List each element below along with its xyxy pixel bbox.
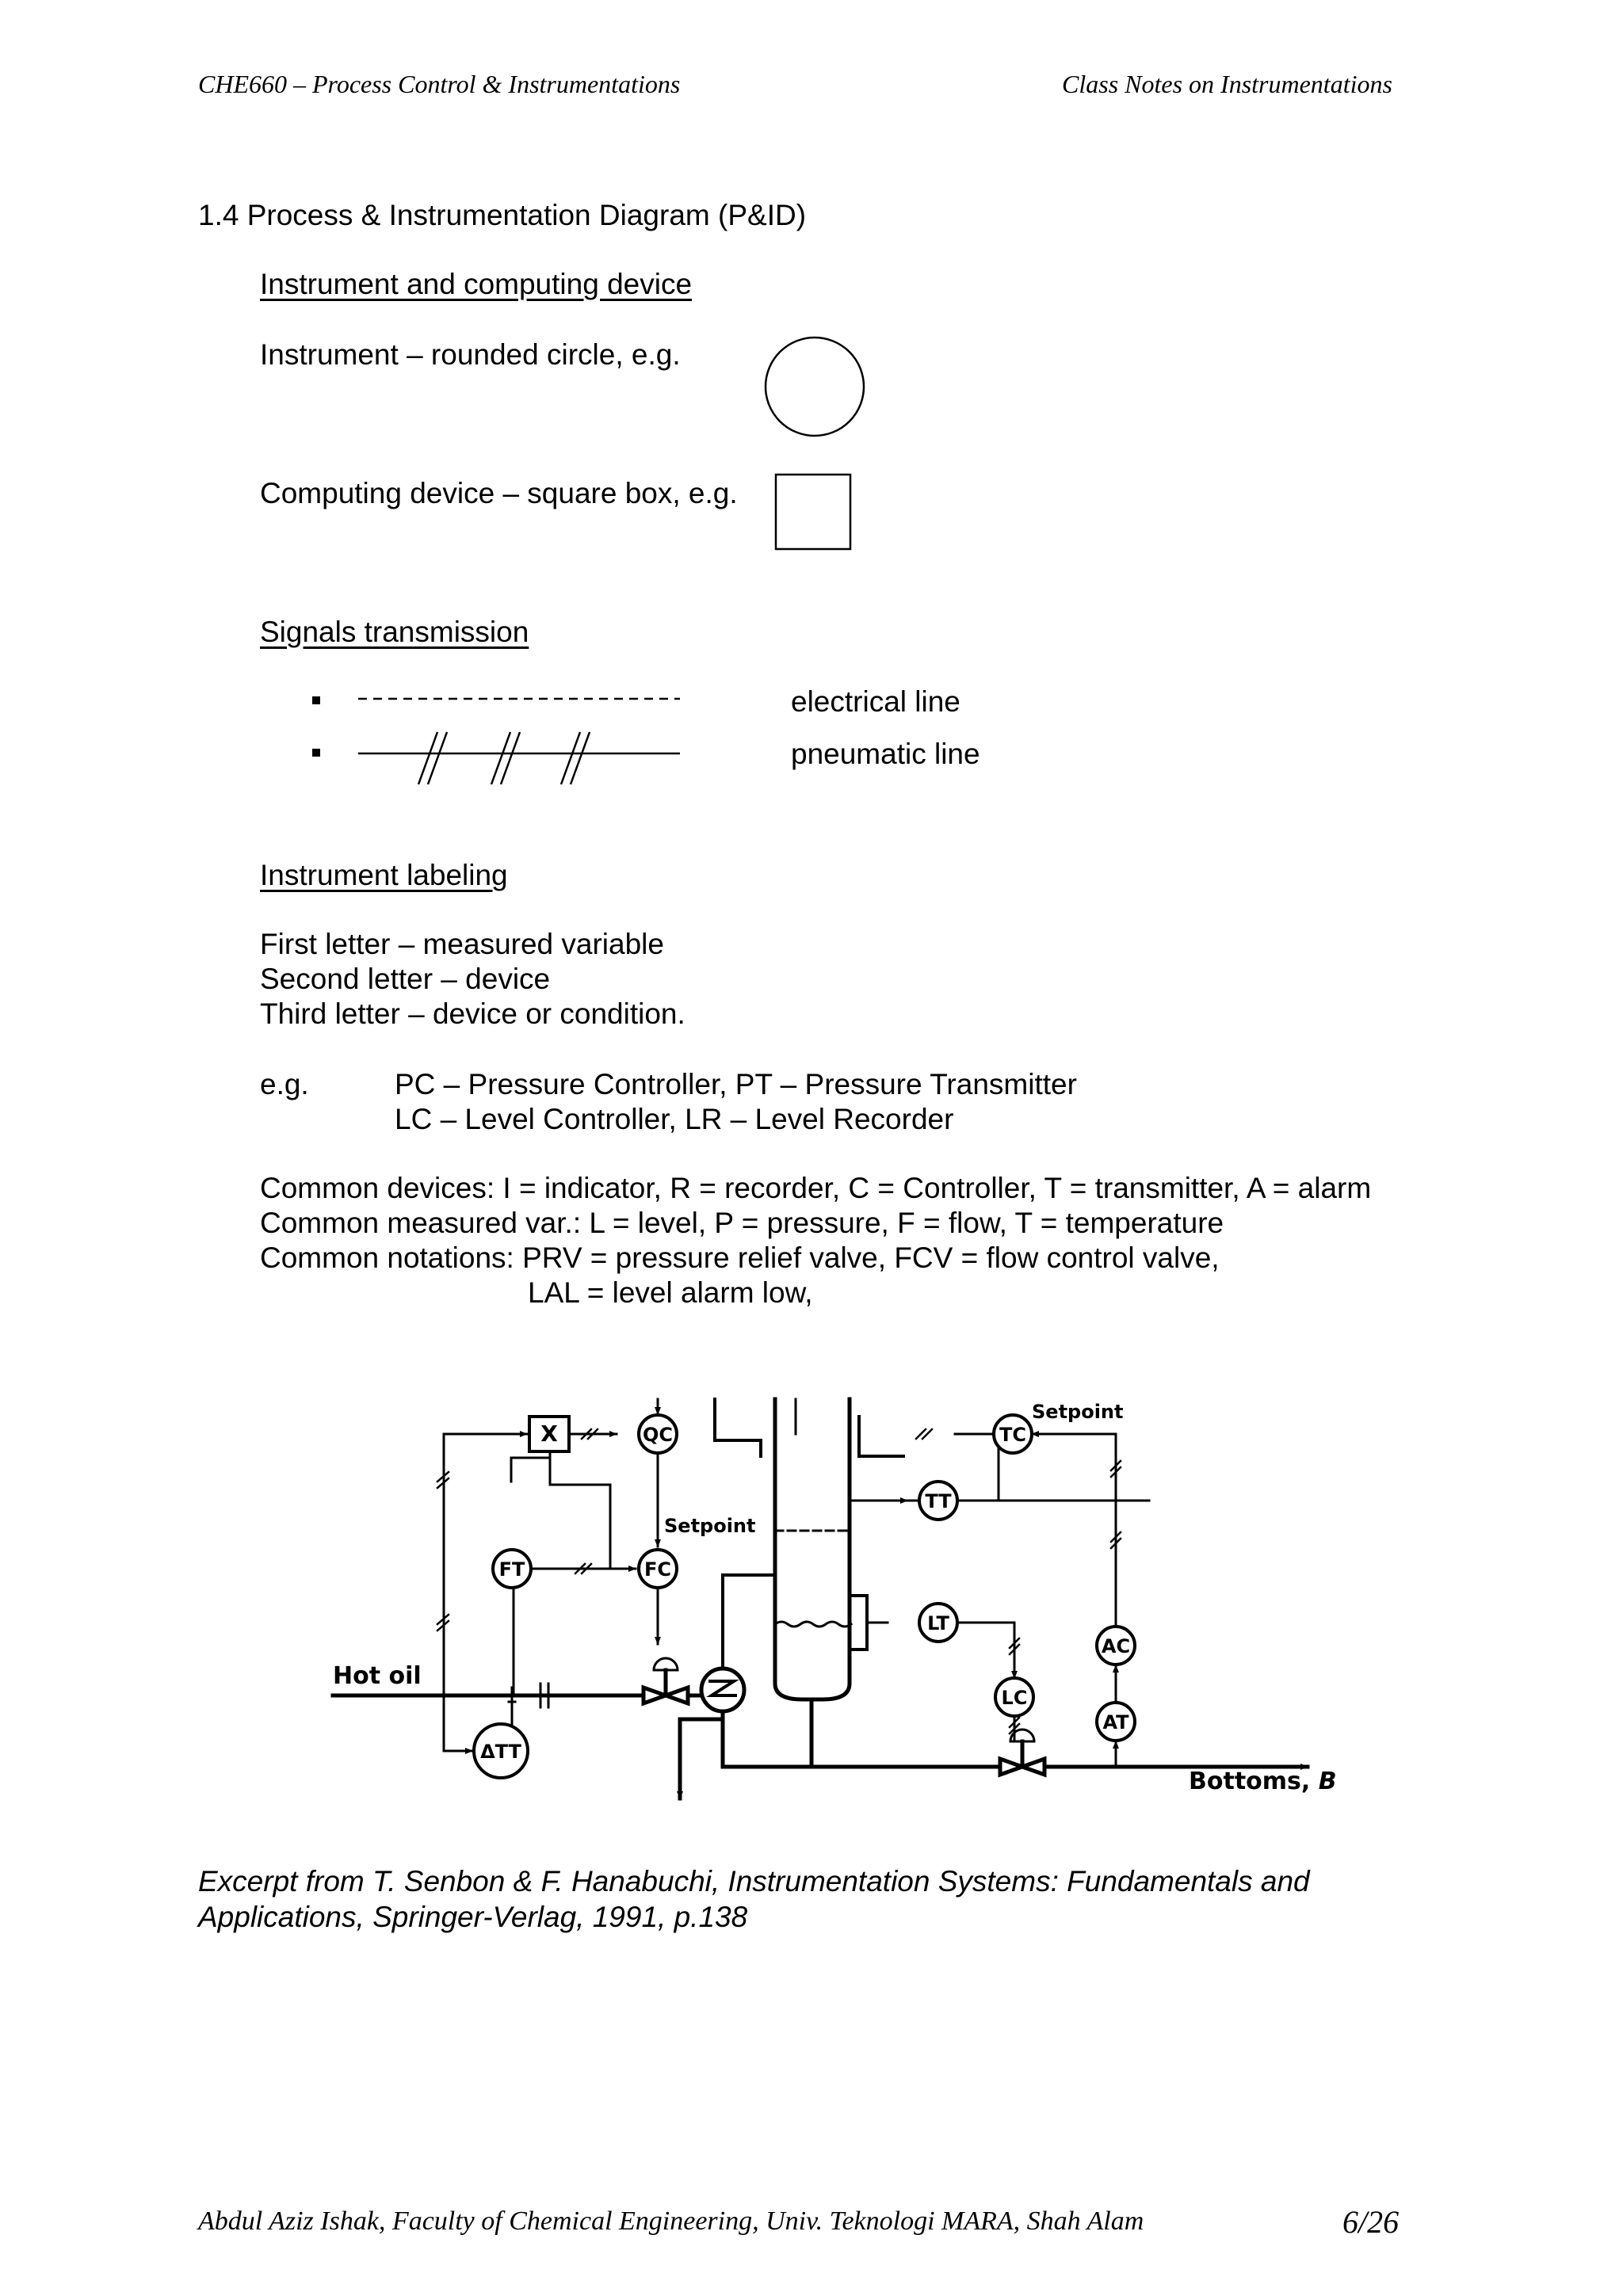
lt-tag: LT <box>927 1612 949 1634</box>
tt-tag: TT <box>925 1490 952 1512</box>
labeling-line-1: First letter – measured variable <box>260 928 664 960</box>
liquid-level <box>775 1622 851 1627</box>
computing-square-symbol <box>773 472 854 553</box>
figure-caption-line-2: Applications, Springer-Verlag, 1991, p.138 <box>198 1901 748 1933</box>
page-number: 6/26 <box>1342 2204 1400 2240</box>
labeling-line-3: Third letter – device or condition. <box>260 997 685 1030</box>
example-line-2: LC – Level Controller, LR – Level Recorder <box>395 1103 954 1135</box>
electrical-line-symbol <box>357 691 682 707</box>
tc-tag: TC <box>999 1424 1026 1446</box>
pneumatic-line-symbol <box>357 727 682 791</box>
level-chamber <box>850 1596 867 1650</box>
ac-tag: AC <box>1101 1635 1131 1657</box>
bottoms-label: Bottoms, B <box>1189 1768 1337 1795</box>
signals-heading: Signals transmission <box>260 616 529 648</box>
common-notations: Common notations: PRV = pressure relief valve, FCV = flow control valve, <box>260 1241 1220 1274</box>
common-measured-variables: Common measured var.: L = level, P = pressure, F = flow, T = temperature <box>260 1207 1224 1239</box>
pid-diagram <box>317 1386 1347 1838</box>
pneumatic-line-label: pneumatic line <box>791 738 980 770</box>
at-tag: AT <box>1102 1711 1129 1733</box>
figure-caption-line-1: Excerpt from T. Senbon & F. Hanabuchi, Instrumentation Systems: Fundamentals and <box>198 1865 1310 1897</box>
instrument-description: Instrument – rounded circle, e.g. <box>260 338 681 371</box>
footer-author: Abdul Aziz Ishak, Faculty of Chemical Engineering, Univ. Teknologi MARA, Shah Alam <box>198 2206 1144 2236</box>
setpoint-top-label: Setpoint <box>1032 1401 1124 1423</box>
common-notations-continued: LAL = level alarm low, <box>528 1276 813 1309</box>
common-devices: Common devices: I = indicator, R = recorder, C = Controller, T = transmitter, A = alarm <box>260 1172 1372 1204</box>
electrical-line-label: electrical line <box>791 685 960 718</box>
example-label: e.g. <box>260 1068 309 1100</box>
fc-tag: FC <box>643 1558 672 1581</box>
lc-tag: LC <box>1001 1687 1028 1709</box>
example-line-1: PC – Pressure Controller, PT – Pressure Transmitter <box>395 1068 1077 1100</box>
setpoint-mid-label: Setpoint <box>664 1515 756 1537</box>
multiplier-label: X <box>540 1421 558 1447</box>
column-shell <box>775 1399 850 1699</box>
devices-heading: Instrument and computing device <box>260 268 693 300</box>
section-title: 1.4 Process & Instrumentation Diagram (P&ID) <box>198 199 807 231</box>
dtt-tag: ΔTT <box>480 1741 521 1763</box>
hot-oil-label: Hot oil <box>333 1662 422 1690</box>
qc-tag: QC <box>642 1424 674 1446</box>
header-course-title: CHE660 – Process Control & Instrumentations <box>198 70 681 98</box>
bullet <box>312 749 320 757</box>
computing-device-description: Computing device – square box, e.g. <box>260 477 738 509</box>
instrument-circle-symbol <box>761 333 869 441</box>
bullet <box>312 696 320 704</box>
labeling-line-2: Second letter – device <box>260 963 551 995</box>
header-notes-title: Class Notes on Instrumentations <box>1062 70 1392 98</box>
ft-tag: FT <box>498 1558 525 1581</box>
labeling-heading: Instrument labeling <box>260 859 508 891</box>
